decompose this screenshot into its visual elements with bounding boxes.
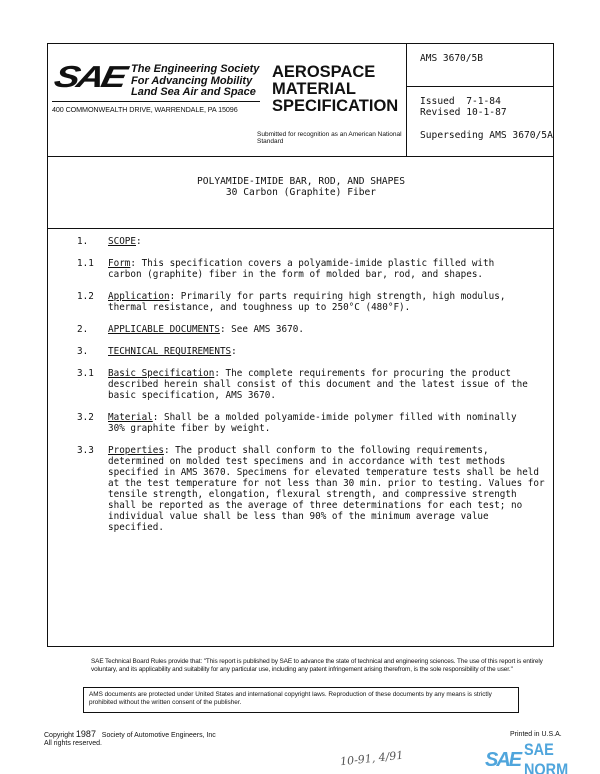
section-number: 3. [77, 346, 89, 357]
doc-type-line: SPECIFICATION [272, 97, 399, 115]
section-number: 3.2 [77, 412, 94, 423]
tagline-line: Land Sea Air and Space [131, 86, 256, 98]
title-line-1: POLYAMIDE-IMIDE BAR, ROD, AND SHAPES [197, 176, 405, 187]
title-box [48, 156, 554, 229]
section-text: : [231, 346, 237, 357]
section-heading: Form [108, 258, 131, 269]
section-heading: SCOPE [108, 236, 136, 247]
section [77, 324, 554, 335]
document-body [48, 236, 554, 544]
section-heading: Properties [108, 445, 164, 456]
tagline-line: The Engineering Society [131, 63, 260, 75]
document-frame [47, 43, 554, 647]
section-number: 3.1 [77, 368, 94, 379]
section-number: 3.3 [77, 445, 94, 456]
section [77, 291, 554, 313]
section [77, 236, 554, 247]
section-text: : The complete requirements for procuring the product described herein shall consist of this document and the latest issue of the basic specification, AMS 3670. [108, 368, 528, 401]
sae-norm-watermark [485, 740, 600, 774]
rights-reserved: All rights reserved. [44, 740, 102, 747]
section [77, 412, 554, 434]
sae-logo: SAE [51, 60, 128, 94]
section-number: 1.1 [77, 258, 94, 269]
section-number: 1.2 [77, 291, 94, 302]
ams-number: AMS 3670/5B [407, 44, 554, 87]
dates [407, 87, 554, 141]
section-text: : [136, 236, 142, 247]
copyright [44, 730, 216, 748]
superseding: Superseding AMS 3670/5A [420, 130, 553, 141]
copyright-label: Copyright [44, 732, 74, 739]
section-text: : See AMS 3670. [219, 324, 304, 335]
section [77, 445, 554, 533]
section-text: : The product shall conform to the following requirements, determined on molded test specimens and in accordance with test methods specified in AMS 3670. Specimens for elevated temperature tests shall be held at the test temperature for not less than 30 min. prior to testing. Values for tensile strength, elongation, flexural strength, and compressive strength shall be reported as the average of three determinations for each test; no individual value shall be less than 90% of the minimum average value specified. [108, 445, 545, 533]
header-left [48, 44, 406, 156]
section-number: 1. [77, 236, 89, 247]
sae-norm-text: SAE NORM [524, 740, 569, 774]
section-heading: Material [108, 412, 153, 423]
issued-date: Issued 7-1-84 [420, 96, 501, 107]
doc-type-line: AEROSPACE [272, 63, 376, 81]
section-heading: Application [108, 291, 170, 302]
tagline-line: For Advancing Mobility [131, 74, 253, 87]
printed-in: Printed in U.S.A. [510, 731, 562, 738]
section-text: : Primarily for parts requiring high strength, high modulus, thermal resistance, and toughness up to 250°C (480°F). [108, 291, 506, 313]
section-heading: APPLICABLE DOCUMENTS [108, 324, 220, 335]
section-heading: Basic Specification [108, 368, 215, 379]
title-line-2: 30 Carbon (Graphite) Fiber [225, 187, 377, 198]
divider [52, 101, 260, 102]
section-number: 2. [77, 324, 89, 335]
doc-type [272, 64, 398, 115]
submitted-note: Submitted for recognition as an American National Standard [257, 131, 402, 145]
address: 400 COMMONWEALTH DRIVE, WARRENDALE, PA 15096 [52, 105, 238, 114]
board-rules-note: SAE Technical Board Rules provide that: "This report is published by SAE to advance the state of technical and engineering sciences. The use of this report is entirely voluntary, and its applicability and suitability for any particular use, including any patent infringement arising therefrom, is the sole responsibility of the user." [91, 658, 543, 673]
revised-date: Revised 10-1-87 [420, 107, 507, 118]
section [77, 346, 554, 357]
tagline [131, 64, 259, 99]
section-heading: TECHNICAL REQUIREMENTS [108, 346, 232, 357]
section-text: : This specification covers a polyamide-imide plastic filled with carbon (graphite) fiber in the form of molded bar, rod, and shapes. [108, 258, 495, 280]
copyright-notice: AMS documents are protected under United States and international copyright laws. Reproduction of these documents by any means is strictly prohibited without the written consent of the publisher. [83, 687, 519, 713]
section [77, 258, 554, 280]
sae-norm-logo-icon: SAE [485, 748, 521, 771]
section [77, 368, 554, 401]
copyright-owner: Society of Automotive Engineers, Inc [101, 732, 216, 739]
section-text: : Shall be a molded polyamide-imide polymer filled with nominally 30% graphite fiber by weight. [108, 412, 517, 434]
copyright-year: 1987 [75, 729, 96, 739]
doc-type-line: MATERIAL [272, 80, 357, 98]
header-right [406, 44, 554, 156]
handwritten-annotation: 10-91, 4/91 [339, 748, 404, 769]
